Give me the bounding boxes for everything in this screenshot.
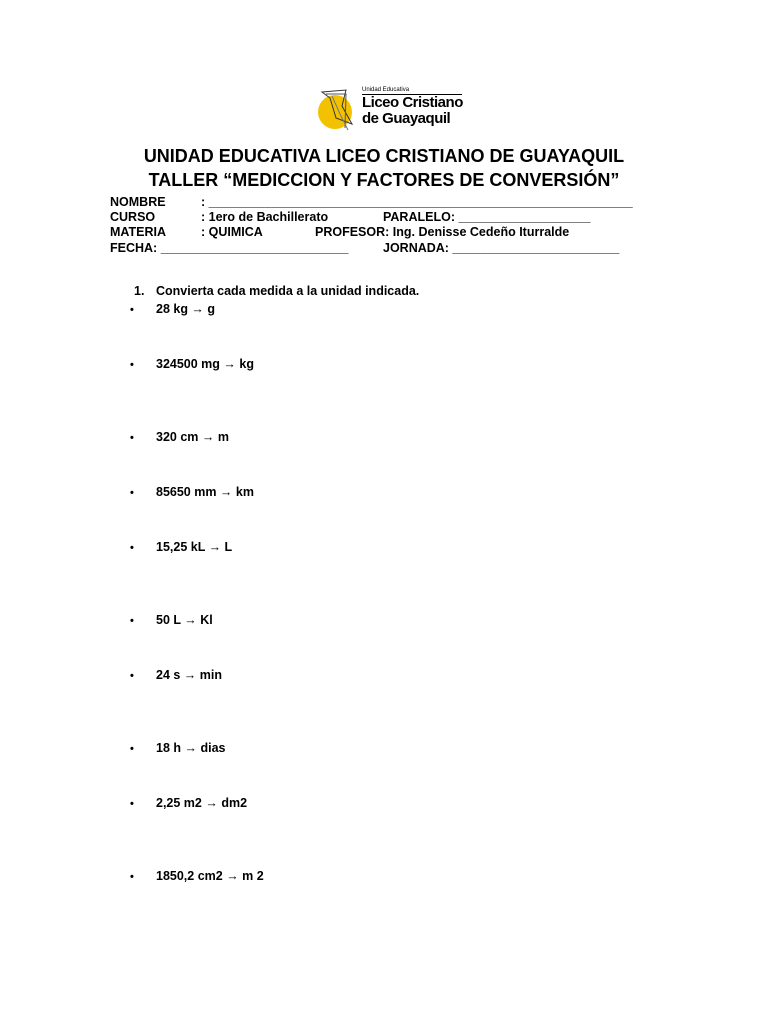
list-item (130, 430, 229, 444)
materia-value: : QUIMICA (201, 225, 263, 239)
bullet: • (130, 871, 134, 883)
bullet: • (130, 743, 134, 755)
list-item-text: 324500 mg → kg (156, 357, 254, 371)
list-item (130, 613, 213, 627)
list-item (130, 796, 247, 810)
bullet: • (130, 487, 134, 499)
school-logo (312, 84, 462, 134)
list-item (130, 540, 232, 554)
question-1 (134, 284, 419, 298)
list-item-text: 24 s → min (156, 668, 222, 682)
list-item-text: 50 L → Kl (156, 613, 213, 627)
curso-value: : 1ero de Bachillerato (201, 210, 329, 224)
materia-label: MATERIA (110, 225, 167, 239)
question-number: 1. (134, 284, 145, 298)
logo-emblem-icon (312, 84, 362, 134)
page-title: UNIDAD EDUCATIVA LICEO CRISTIANO DE GUAYAQUIL (143, 146, 625, 166)
logo-line2: de Guayaquil (362, 110, 451, 127)
list-item (130, 357, 254, 371)
bullet: • (130, 432, 134, 444)
logo-top-text: Unidad Educativa (362, 87, 410, 93)
nombre-label: NOMBRE (110, 195, 166, 209)
jornada-field: JORNADA: ________________________ (383, 241, 620, 255)
nombre-field: : _____________________________________________________________ (201, 195, 633, 209)
list-item (130, 741, 225, 755)
list-item-text: 18 h → dias (156, 741, 226, 755)
list-item-text: 28 kg → g (156, 302, 216, 316)
bullet: • (130, 615, 134, 627)
list-item (130, 302, 215, 316)
paralelo-field: PARALELO: ___________________ (383, 210, 591, 224)
list-item (130, 869, 264, 883)
fecha-field: FECHA: ___________________________ (110, 241, 349, 255)
list-item-text: 15,25 kL → L (156, 540, 233, 554)
bullet: • (130, 670, 134, 682)
logo-line1: Liceo Cristiano (362, 94, 463, 111)
bullet: • (130, 304, 134, 316)
list-item-text: 85650 mm → km (156, 485, 254, 499)
list-item-text: 2,25 m2 → dm2 (156, 796, 248, 810)
list-item-text: 1850,2 cm2 → m 2 (156, 869, 264, 883)
list-item-text: 320 cm → m (156, 430, 229, 444)
list-item (130, 668, 222, 682)
profesor-value: PROFESOR: Ing. Denisse Cedeño Iturralde (315, 225, 570, 239)
curso-label: CURSO (110, 210, 156, 224)
workshop-title: TALLER “MEDICCION Y FACTORES DE CONVERSIÓN” (148, 170, 620, 190)
bullet: • (130, 798, 134, 810)
bullet: • (130, 359, 134, 371)
bullet: • (130, 542, 134, 554)
question-text: Convierta cada medida a la unidad indicada. (156, 284, 420, 298)
list-item (130, 485, 254, 499)
